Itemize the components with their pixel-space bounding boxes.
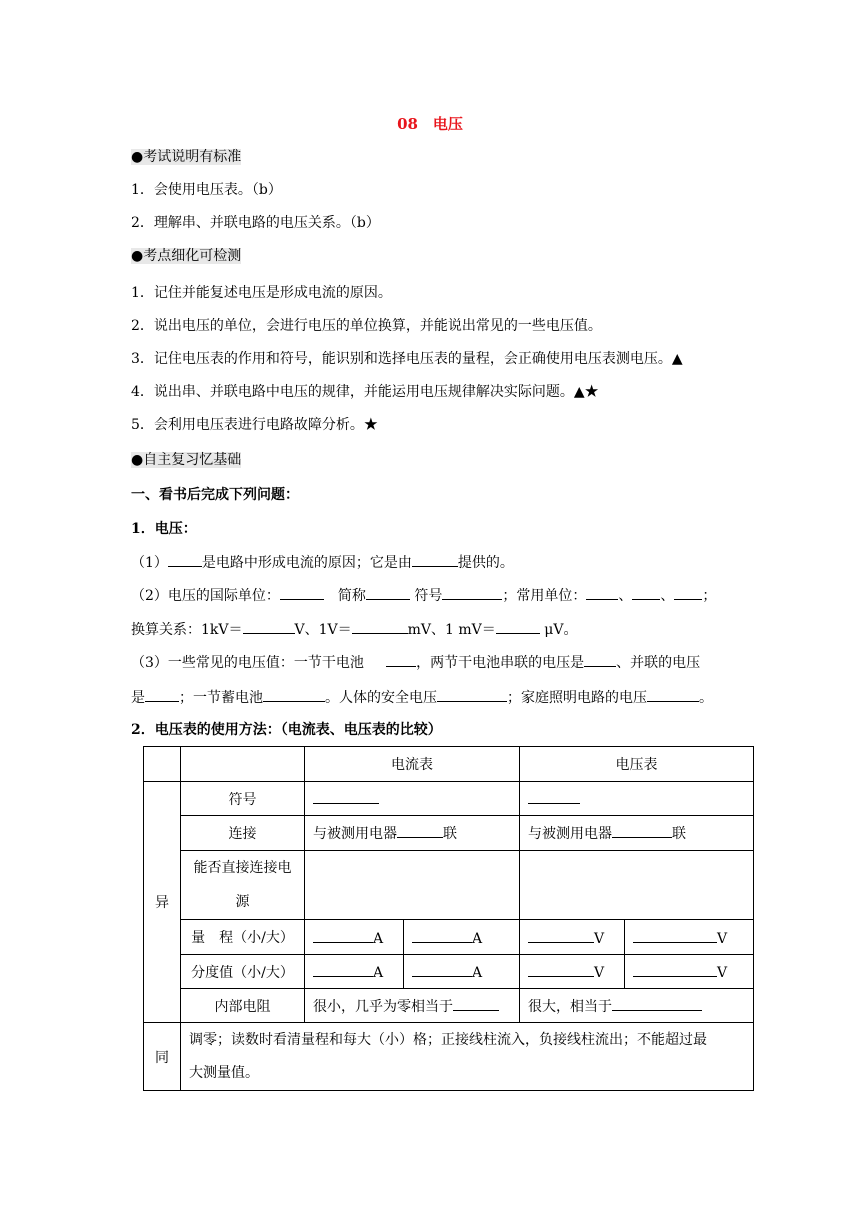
blank <box>263 687 325 702</box>
same-label: 同 <box>144 1023 181 1091</box>
voltmeter-division-small: V <box>520 955 625 989</box>
voltmeter-symbol-cell <box>520 782 754 816</box>
header-voltmeter: 电压表 <box>520 747 754 782</box>
row-division-label: 分度值（小/大） <box>181 955 305 989</box>
ammeter-symbol-cell <box>305 782 520 816</box>
ammeter-range-small: A <box>305 920 404 955</box>
exam-standard-heading: ●考试说明有标准 <box>131 149 242 165</box>
blank <box>386 652 416 667</box>
ammeter-resistance-cell: 很小，几乎为零相当于 <box>305 989 520 1023</box>
blank <box>412 552 458 567</box>
part-one-heading: 一、看书后完成下列问题： <box>131 487 299 503</box>
comparison-table <box>143 746 754 1091</box>
exam-standard-item-1: 1．会使用电压表。（b） <box>131 182 282 198</box>
blank <box>632 585 660 600</box>
blank <box>437 687 507 702</box>
ammeter-division-large: A <box>404 955 520 989</box>
blank <box>412 962 472 977</box>
voltmeter-connect-cell: 与被测用电器 联 <box>520 816 754 851</box>
page-title: 08 电压 <box>397 115 463 133</box>
blank <box>280 585 324 600</box>
blank <box>243 619 295 634</box>
blank <box>366 585 410 600</box>
blank <box>168 552 202 567</box>
fill-line-1: （1） 是电路中形成电流的原因；它是由 提供的。 <box>131 552 514 573</box>
key-point-1: 1．记住并能复述电压是形成电流的原因。 <box>131 285 392 301</box>
key-point-3: 3．记住电压表的作用和符号，能识别和选择电压表的量程，会正确使用电压表测电压。▲ <box>131 351 683 367</box>
ammeter-range-large: A <box>404 920 520 955</box>
blank <box>313 928 373 943</box>
blank <box>586 585 618 600</box>
blank <box>442 585 502 600</box>
fill-line-5: 是 ；一节蓄电池 。人体的安全电压 ；家庭照明电路的电压 。 <box>131 687 713 708</box>
table-corner <box>144 747 181 782</box>
blank <box>313 962 373 977</box>
ammeter-connect-cell: 与被测用电器 联 <box>305 816 520 851</box>
blank <box>496 619 540 634</box>
blank <box>633 928 717 943</box>
key-point-5: 5．会利用电压表进行电路故障分析。★ <box>131 417 378 433</box>
ammeter-division-small: A <box>305 955 404 989</box>
exam-standard-item-2: 2．理解串、并联电路的电压关系。（b） <box>131 215 380 231</box>
blank <box>674 585 702 600</box>
same-text-cell: 调零；读数时看清量程和每大（小）格；正接线柱流入，负接线柱流出；不能超过最 大测量值。 <box>181 1023 754 1091</box>
blank <box>612 996 702 1011</box>
blank <box>612 823 672 838</box>
row-range-label: 量 程（小/大） <box>181 920 305 955</box>
self-review-heading: ●自主复习忆基础 <box>131 452 242 468</box>
question-2-heading: 2．电压表的使用方法：（电流表、电压表的比较） <box>131 722 442 738</box>
blank <box>397 823 443 838</box>
row-connect-label: 连接 <box>181 816 305 851</box>
blank <box>412 928 472 943</box>
blank <box>528 789 580 804</box>
key-point-4: 4．说出串、并联电路中电压的规律，并能运用电压规律解决实际问题。▲★ <box>131 384 599 400</box>
fill-line-2: （2）电压的国际单位： 简称 符号 ；常用单位： 、 、 ； <box>131 585 716 606</box>
question-1-heading: 1．电压： <box>131 521 197 537</box>
blank <box>352 619 408 634</box>
row-resistance-label: 内部电阻 <box>181 989 305 1023</box>
voltmeter-direct-cell <box>520 851 754 920</box>
header-ammeter: 电流表 <box>305 747 520 782</box>
voltmeter-division-large: V <box>625 955 754 989</box>
diff-label: 异 <box>144 782 181 1023</box>
voltmeter-range-large: V <box>625 920 754 955</box>
table-header-blank <box>181 747 305 782</box>
key-points-heading: ●考点细化可检测 <box>131 248 242 264</box>
blank <box>528 962 594 977</box>
blank <box>633 962 717 977</box>
row-symbol-label: 符号 <box>181 782 305 816</box>
blank <box>528 928 594 943</box>
fill-line-3: 换算关系：1kV＝ V、1V＝ mV、1 mV＝ μV。 <box>131 619 577 640</box>
blank <box>647 687 699 702</box>
blank <box>453 996 499 1011</box>
voltmeter-resistance-cell: 很大，相当于 <box>520 989 754 1023</box>
fill-line-4: （3）一些常见的电压值：一节干电池 ，两节干电池串联的电压是 、并联的电压 <box>131 652 700 673</box>
voltmeter-range-small: V <box>520 920 625 955</box>
key-point-2: 2．说出电压的单位，会进行电压的单位换算，并能说出常见的一些电压值。 <box>131 318 602 334</box>
blank <box>313 789 379 804</box>
row-direct-label: 能否直接连接电 源 <box>181 851 305 920</box>
blank <box>584 652 616 667</box>
blank <box>145 687 179 702</box>
ammeter-direct-cell <box>305 851 520 920</box>
